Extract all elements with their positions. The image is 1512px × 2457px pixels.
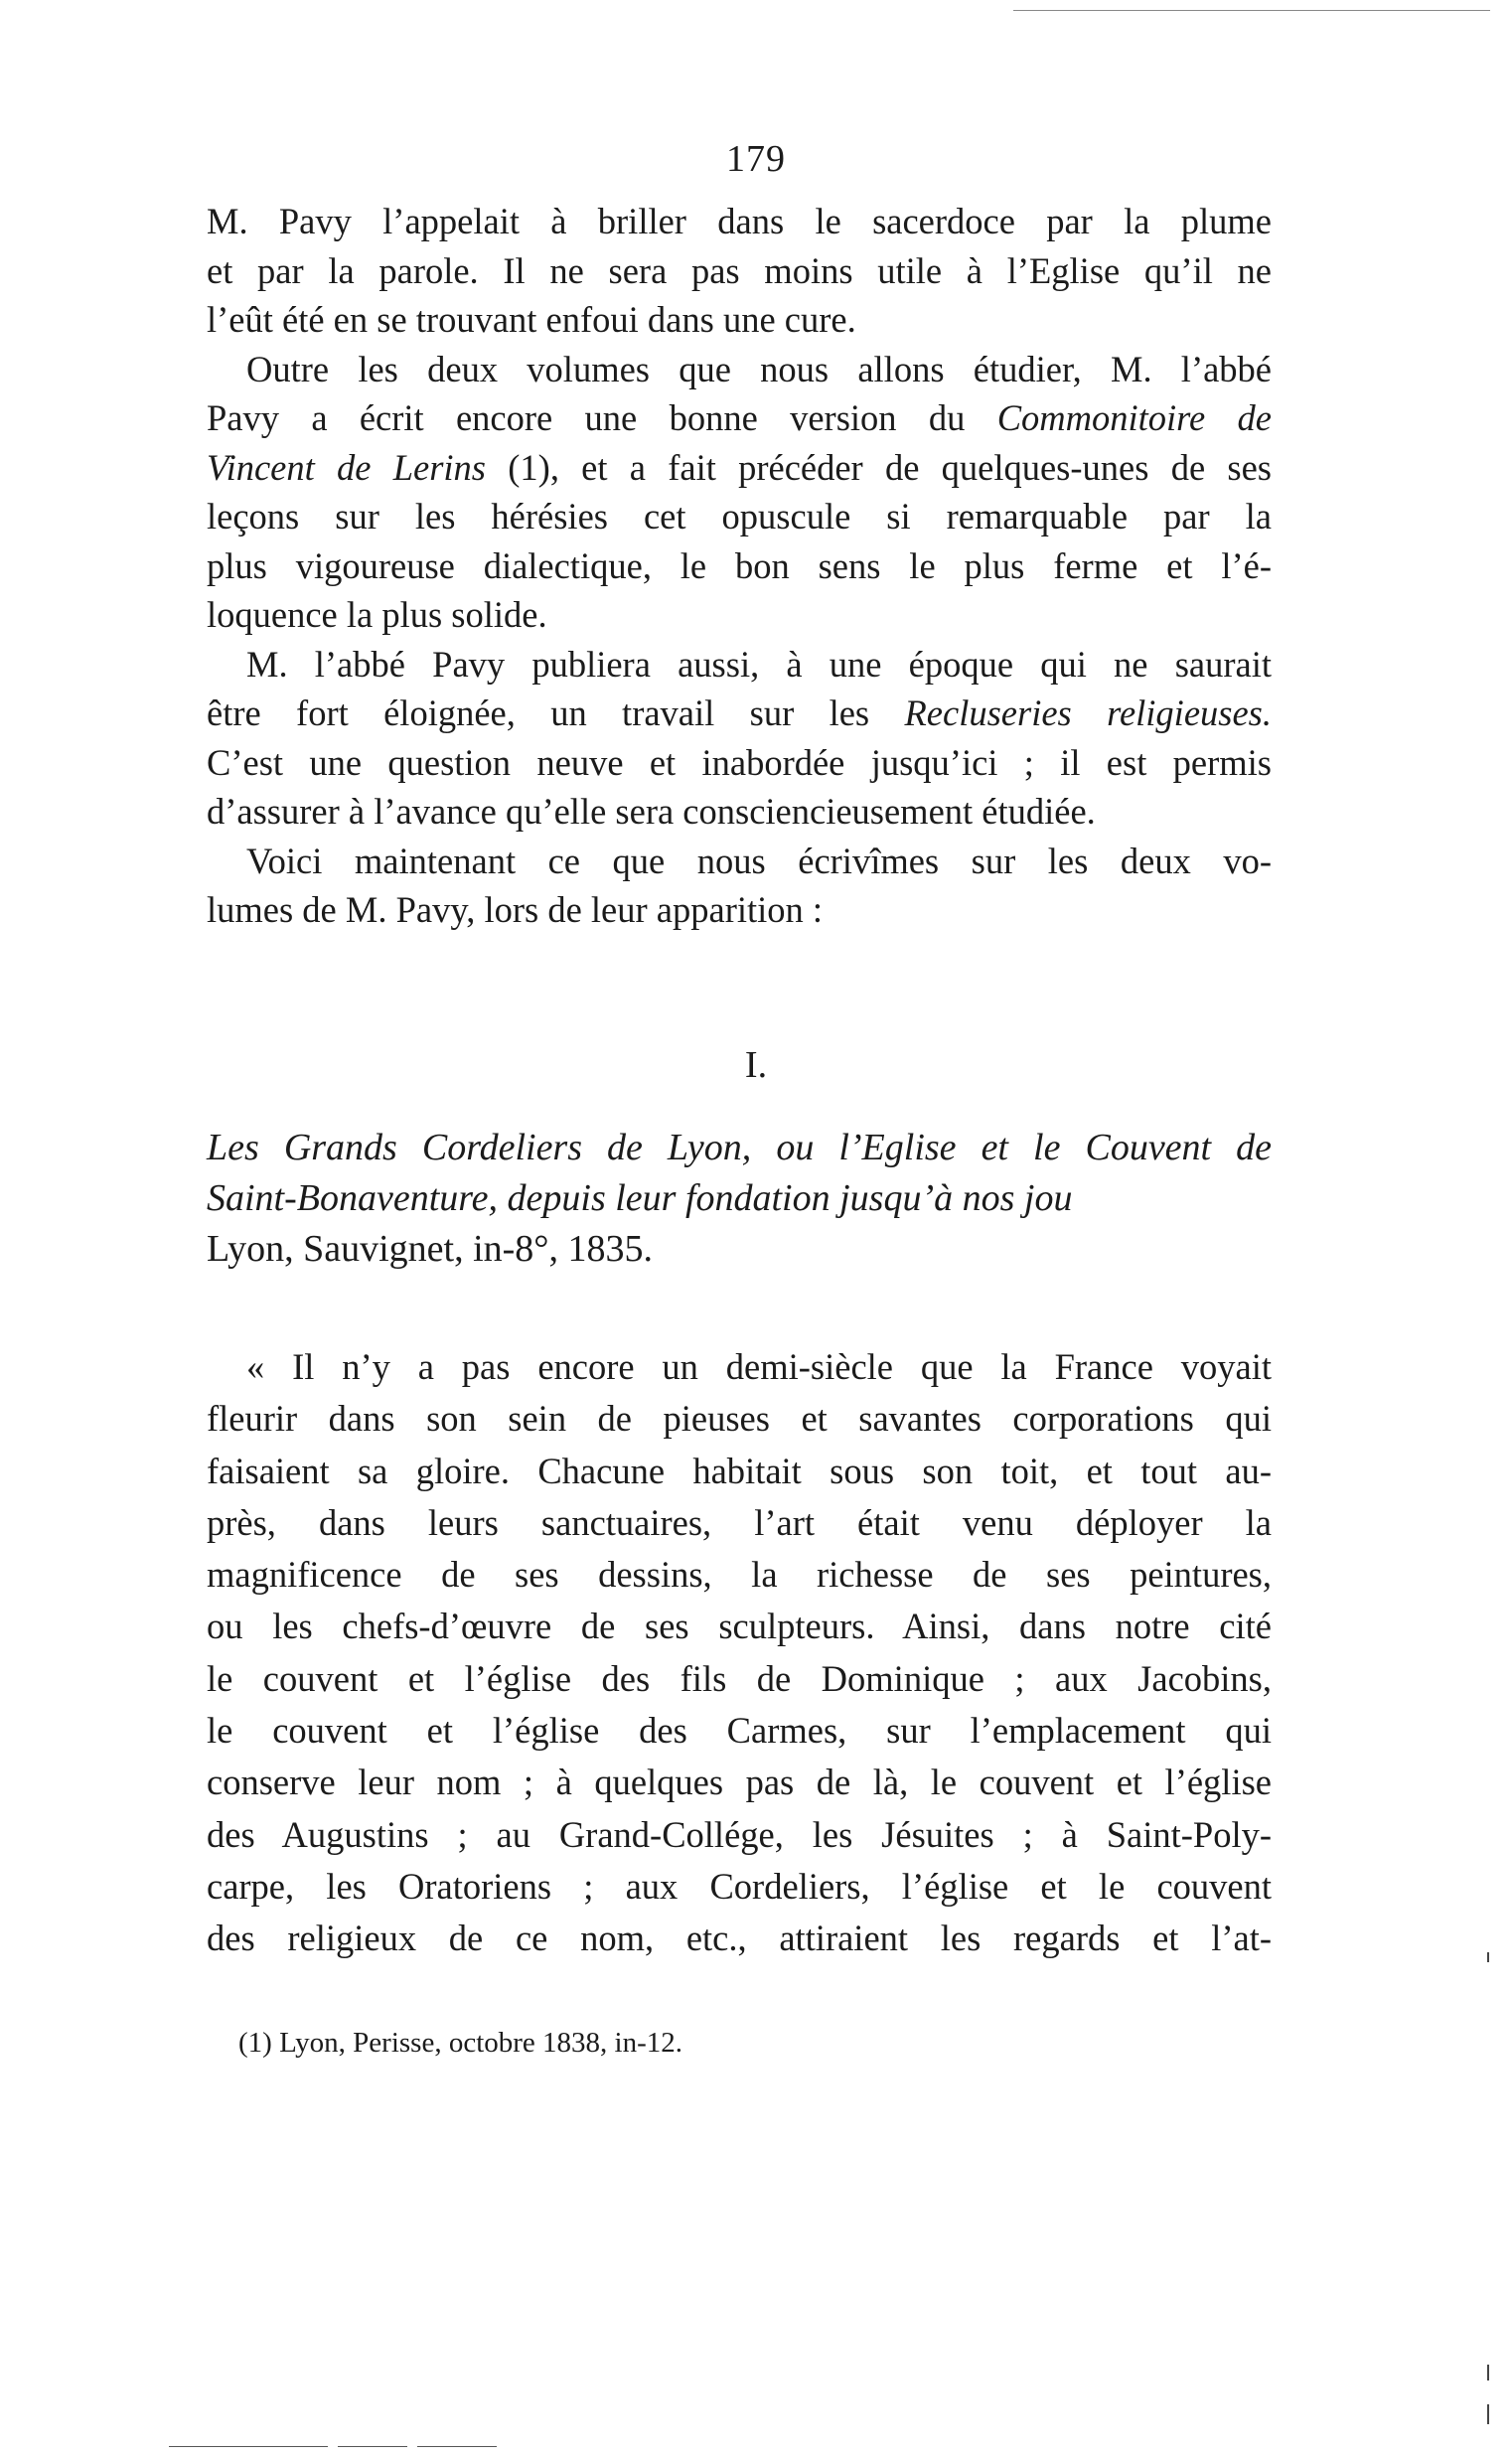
text-line: près, dans leurs sanctuaires, l’art était venu déployer la — [207, 1501, 1272, 1543]
intro-paragraphs — [207, 197, 1272, 935]
text-line: Voici maintenant ce que nous écrivîmes sur les deux vo- — [246, 840, 1272, 881]
footnote: (1) Lyon, Perisse, octobre 1838, in-12. — [238, 2027, 683, 2059]
text-line: lumes de M. Pavy, lors de leur apparition : — [207, 889, 824, 930]
scan-margin-mark — [1487, 1952, 1489, 1962]
text-line: Outre les deux volumes que nous allons étudier, M. l’abbé — [246, 348, 1272, 389]
book-title-line: Les Grands Cordeliers de Lyon, ou l’Eglise et le Couvent de — [207, 1127, 1272, 1168]
publication-info: Lyon, Sauvignet, in-8°, 1835. — [207, 1228, 654, 1270]
scan-margin-mark — [1487, 2404, 1489, 2424]
text-line: des Augustins ; au Grand-Collége, les Jésuites ; à Saint-Poly- — [207, 1813, 1272, 1855]
text-line: d’assurer à l’avance qu’elle sera consciencieusement étudiée. — [207, 791, 1096, 832]
work-title-italic: Commonitoire de — [996, 397, 1272, 438]
text-line: magnificence de ses dessins, la richesse de ses peintures, — [207, 1554, 1272, 1596]
work-title-italic: Recluseries religieuses. — [904, 692, 1272, 733]
text-line: « Il n’y a pas encore un demi-siècle que la France voyait — [246, 1346, 1272, 1387]
text-line: l’eût été en se trouvant enfoui dans une cure. — [207, 299, 856, 340]
text-line: M. l’abbé Pavy publiera aussi, à une époque qui ne saurait — [246, 643, 1272, 685]
page-number: 179 — [726, 138, 786, 180]
text-line: Pavy a écrit encore une bonne version du Commonitoire de — [207, 397, 1272, 438]
text-line: le couvent et l’église des fils de Dominique ; aux Jacobins, — [207, 1657, 1272, 1699]
scan-margin-mark — [1487, 2365, 1489, 2380]
book-title-line: Saint-Bonaventure, depuis leur fondation jusqu’à nos jou — [207, 1177, 1073, 1219]
work-title-italic: Vincent de Lerins — [207, 446, 487, 488]
text-line: M. Pavy l’appelait à briller dans le sacerdoce par la plume — [207, 201, 1272, 241]
text-line: carpe, les Oratoriens ; aux Cordeliers, l’église et le couvent — [207, 1865, 1272, 1907]
text-line: loquence la plus solide. — [207, 594, 547, 635]
text-line: faisaient sa gloire. Chacune habitait sous son toit, et tout au- — [207, 1450, 1272, 1491]
text-line: leçons sur les hérésies cet opuscule si remarquable par la — [207, 496, 1272, 537]
scan-edge-mark-top — [1013, 10, 1490, 11]
scan-edge-mark-bottom — [338, 2446, 407, 2447]
text-line: fleurir dans son sein de pieuses et savantes corporations qui — [207, 1398, 1272, 1440]
scan-edge-mark-bottom — [417, 2446, 497, 2447]
text-line: et par la parole. Il ne sera pas moins utile à l’Eglise qu’il ne — [207, 249, 1272, 291]
text-line: Vincent de Lerins (1), et a fait précéder de quelques-unes de ses — [207, 446, 1272, 488]
text-line: être fort éloignée, un travail sur les Recluseries religieuses. — [207, 692, 1272, 733]
book-title-block — [207, 1123, 1272, 1275]
scan-edge-mark-bottom — [169, 2446, 328, 2447]
text-line: ou les chefs-d’œuvre de ses sculpteurs. Ainsi, dans notre cité — [207, 1606, 1272, 1647]
quotation-paragraph — [207, 1341, 1272, 1965]
section-heading: I. — [744, 1044, 768, 1086]
text-line: le couvent et l’église des Carmes, sur l’emplacement qui — [207, 1710, 1272, 1752]
text-line: des religieux de ce nom, etc., attiraient les regards et l’at- — [207, 1918, 1272, 1959]
text-line: plus vigoureuse dialectique, le bon sens le plus ferme et l’é- — [207, 544, 1272, 586]
text-line: conserve leur nom ; à quelques pas de là, le couvent et l’église — [207, 1762, 1272, 1803]
text-line: C’est une question neuve et inabordée jusqu’ici ; il est permis — [207, 741, 1272, 783]
